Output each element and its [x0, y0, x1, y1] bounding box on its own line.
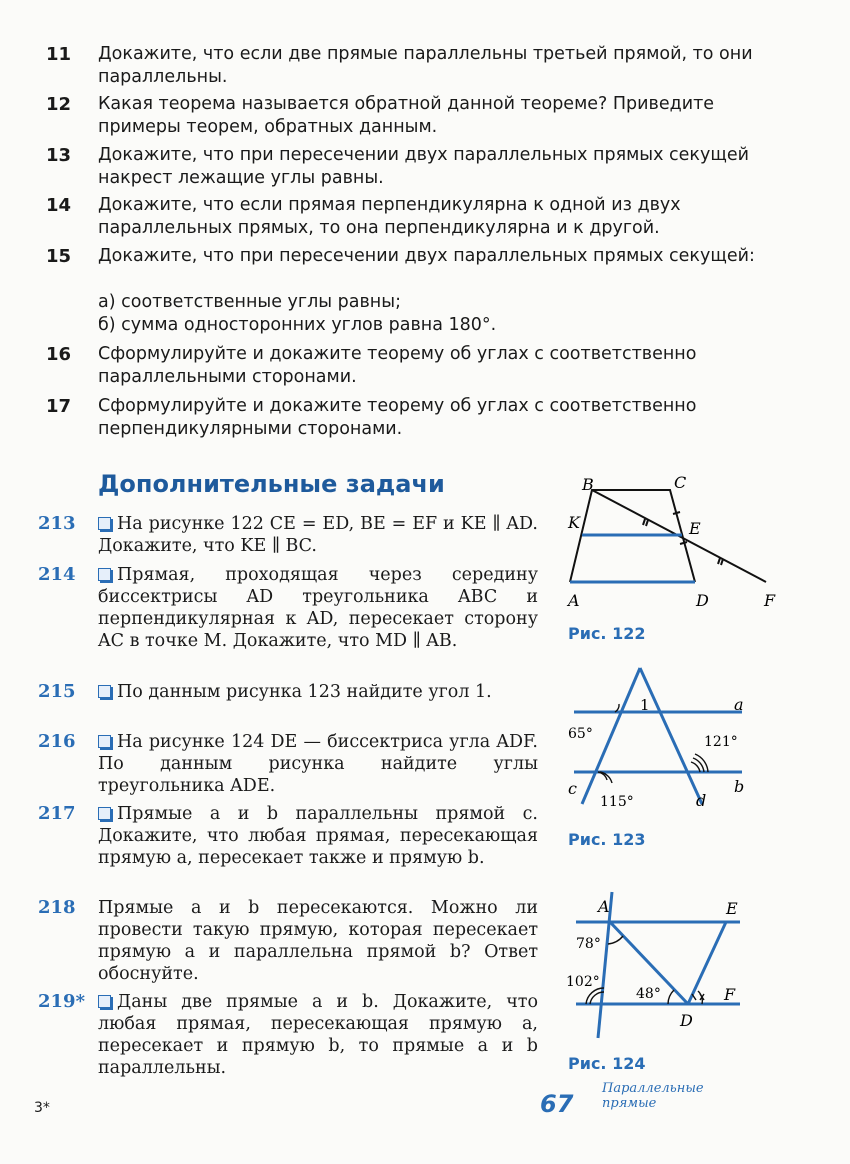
- angle-1-label: 1: [640, 696, 650, 714]
- label-a: a: [734, 695, 744, 714]
- question-number: 15: [46, 246, 72, 267]
- line-d: [640, 668, 702, 804]
- question-text: Сформулируйте и докажите теорему об углах с соответственно перпендикулярными сторонами.: [98, 396, 697, 439]
- problem-text: Прямые a и b пересекаются. Можно ли провести такую прямую, которая пересекает прямую a и параллельна прямой b? Ответ обоснуйте.: [98, 898, 538, 984]
- figure-124: [560, 890, 790, 1050]
- problem-number: 213: [38, 513, 76, 534]
- label-c: c: [568, 779, 577, 798]
- computer-task-icon: [98, 685, 111, 698]
- question-number: 17: [46, 396, 72, 417]
- label-A: A: [568, 591, 580, 610]
- angle-65-label: 65°: [568, 726, 593, 742]
- problem-number: 214: [38, 564, 76, 585]
- question-text: Докажите, что при пересечении двух параллельных прямых секущей накрест лежащие углы равны.: [98, 145, 749, 188]
- question-text: Докажите, что при пересечении двух параллельных прямых секущей:: [98, 246, 755, 266]
- angle-78-label: 78°: [576, 936, 601, 952]
- computer-task-icon: [98, 568, 111, 581]
- page-number: 67: [540, 1090, 574, 1118]
- angle-48-label: 48°: [636, 986, 661, 1002]
- label-C: C: [674, 473, 687, 492]
- question-number: 12: [46, 94, 72, 115]
- computer-task-icon: [98, 517, 111, 530]
- problem-text: Даны две прямые a и b. Докажите, что любая прямая, пересекающая прямую a, пересекает и прямую b, то прямые a и b параллельны.: [98, 992, 538, 1078]
- problem-number: 218: [38, 897, 76, 918]
- question-number: 16: [46, 344, 72, 365]
- angle-102-label: 102°: [566, 974, 600, 990]
- angle-115-label: 115°: [600, 794, 634, 810]
- figure-123: [560, 660, 790, 820]
- label-D: D: [680, 1011, 693, 1030]
- question-text: Какая теорема называется обратной данной теореме? Приведите примеры теорем, обратных данным.: [98, 94, 715, 137]
- signature-mark: 3*: [34, 1100, 50, 1116]
- label-K: K: [568, 513, 580, 532]
- problem-number: 215: [38, 681, 76, 702]
- figure-122: [560, 470, 790, 620]
- label-D: D: [696, 591, 709, 610]
- computer-task-icon: [98, 995, 111, 1008]
- problem-text: Прямые a и b параллельны прямой c. Докажите, что любая прямая, пересекающая прямую a, пересекает также и прямую b.: [98, 804, 538, 868]
- problem-number: 217: [38, 803, 76, 824]
- label-E: E: [689, 519, 701, 538]
- label-F: F: [764, 591, 776, 610]
- question-number: 13: [46, 145, 72, 166]
- label-d: d: [696, 791, 707, 810]
- question-text: Докажите, что если две прямые параллельны третьей прямой, то они параллельны.: [98, 44, 753, 87]
- angle-121-label: 121°: [704, 734, 738, 750]
- label-B: B: [582, 475, 594, 494]
- problem-text: Прямая, проходящая через середину биссектрисы AD треугольника ABC и перпендикулярная к AD, пересекает сторону AC в точке M. Докажите, что MD ∥ AB.: [98, 565, 538, 651]
- problem-text: По данным рисунка 123 найдите угол 1.: [98, 681, 538, 703]
- question-text: Докажите, что если прямая перпендикулярна к одной из двух параллельных прямых, то она перпендикулярна и к другой.: [98, 195, 681, 238]
- label-E: E: [726, 899, 738, 918]
- question-number: 11: [46, 44, 72, 65]
- question-number: 14: [46, 195, 72, 216]
- running-section-title: Параллельные прямые: [602, 1081, 704, 1111]
- label-b: b: [734, 777, 745, 796]
- label-F: F: [724, 985, 736, 1004]
- question-subitem-a: а) соответственные углы равны;: [98, 292, 401, 312]
- problem-text: На рисунке 124 DE — биссектриса угла ADF. По данным рисунка найдите углы треугольника ADE.: [98, 732, 538, 796]
- problem-text: На рисунке 122 CE = ED, BE = EF и KE ∥ AD. Докажите, что KE ∥ BC.: [98, 514, 538, 556]
- problem-number: 219*: [38, 991, 85, 1012]
- segment-DE: [688, 922, 726, 1004]
- section-title: Дополнительные задачи: [98, 470, 445, 498]
- figure-caption: Рис. 122: [568, 624, 646, 643]
- question-text: Сформулируйте и докажите теорему об углах с соответственно параллельными сторонами.: [98, 344, 697, 387]
- computer-task-icon: [98, 735, 111, 748]
- problem-number: 216: [38, 731, 76, 752]
- computer-task-icon: [98, 807, 111, 820]
- label-A: A: [598, 897, 610, 916]
- figure-caption: Рис. 124: [568, 1054, 646, 1073]
- figure-caption: Рис. 123: [568, 830, 646, 849]
- question-subitem-b: б) сумма односторонних углов равна 180°.: [98, 315, 497, 335]
